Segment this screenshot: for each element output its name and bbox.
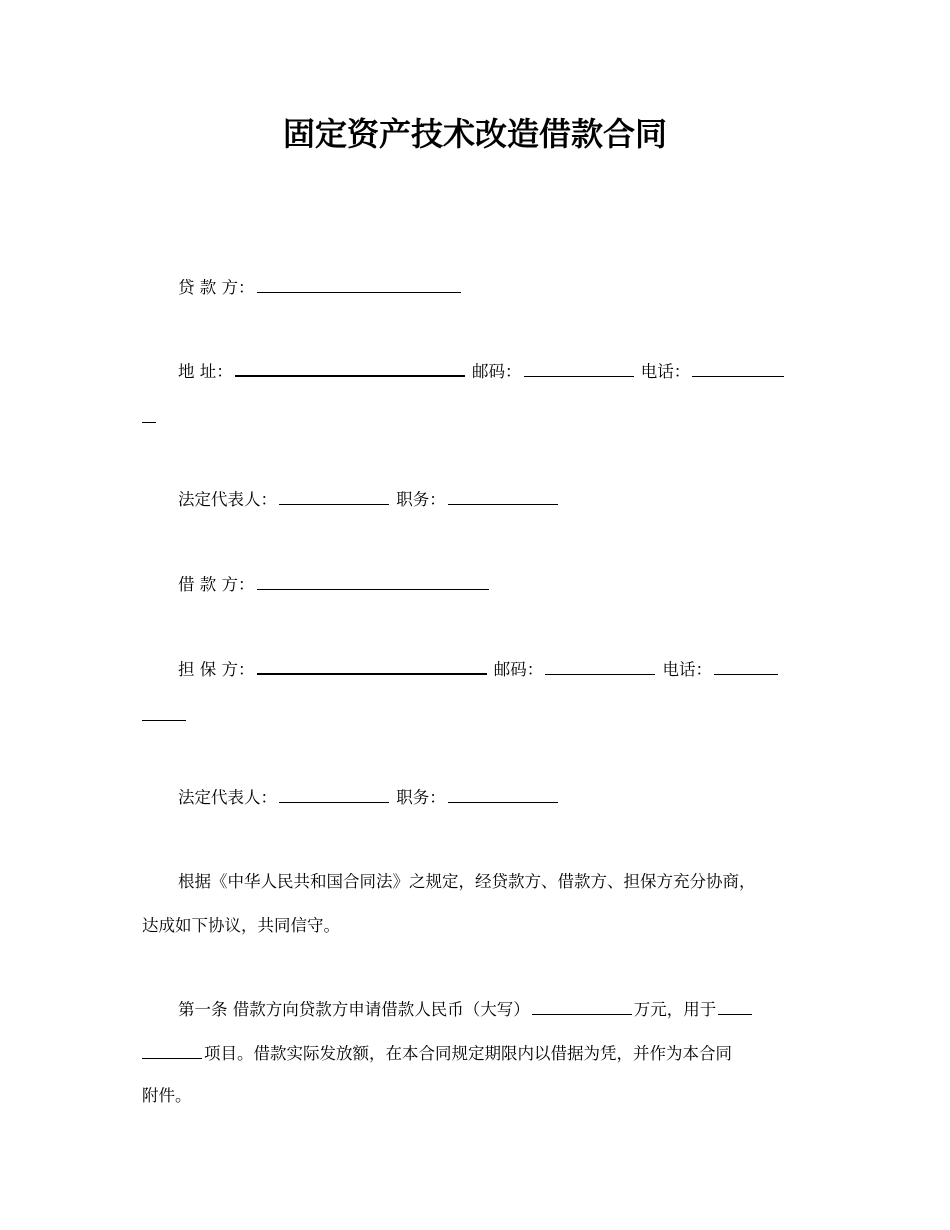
position-blank — [448, 490, 558, 505]
project-blank-cont — [142, 1044, 202, 1059]
guarantor-phone-blank — [714, 660, 778, 675]
guarantor-postcode-label: 邮码： — [493, 660, 544, 679]
lender-phone-continuation — [142, 406, 812, 430]
phone-blank — [692, 362, 784, 377]
guarantor-legal-rep-label: 法定代表人： — [178, 788, 277, 807]
article-1-text-a: 第一条 借款方向贷款方申请借款人民币（大写） — [178, 1000, 530, 1019]
article-1-line-3: 附件。 — [142, 1086, 192, 1105]
project-blank — [718, 1000, 752, 1015]
guarantor-phone-blank-cont — [142, 706, 186, 721]
borrower-label: 借 款 方： — [178, 575, 255, 594]
article-1-line-2 — [142, 1042, 812, 1066]
lender-blank — [257, 278, 461, 293]
lender-label: 贷 款 方： — [178, 278, 255, 297]
guarantor-position-blank — [448, 788, 558, 803]
lender-address-line — [142, 360, 848, 384]
guarantor-position-label: 职务： — [396, 788, 446, 807]
legal-rep-blank — [279, 490, 389, 505]
postcode-label: 邮码： — [472, 362, 522, 381]
guarantor-blank — [257, 659, 487, 675]
guarantor-postcode-blank — [545, 660, 655, 675]
amount-blank — [532, 1000, 632, 1015]
postcode-blank — [524, 362, 634, 377]
guarantor-legal-rep-blank — [279, 788, 389, 803]
lender-legal-rep-line — [142, 488, 848, 512]
address-blank — [235, 361, 465, 377]
borrower-line — [142, 573, 848, 597]
position-label: 职务： — [396, 490, 446, 509]
article-1-line-1 — [142, 998, 848, 1022]
guarantor-phone-label: 电话： — [662, 660, 712, 679]
guarantor-line — [142, 658, 848, 682]
preamble-line-2: 达成如下协议，共同信守。 — [142, 916, 340, 935]
address-label: 地 址： — [178, 362, 233, 381]
article-1-text-b: 万元，用于 — [633, 1000, 717, 1019]
legal-rep-label: 法定代表人： — [178, 490, 277, 509]
guarantor-legal-rep-line — [142, 786, 848, 810]
borrower-blank — [257, 575, 489, 590]
guarantor-phone-continuation — [142, 704, 812, 728]
preamble-line-1: 根据《中华人民共和国合同法》之规定，经贷款方、借款方、担保方充分协商， — [178, 872, 756, 891]
guarantor-label: 担 保 方： — [178, 660, 255, 679]
phone-blank-cont — [142, 408, 156, 423]
phone-label: 电话： — [640, 362, 691, 381]
article-1-text-c: 项目。借款实际发放额，在本合同规定期限内以借据为凭，并作为本合同 — [204, 1044, 732, 1063]
document-title: 固定资产技术改造借款合同 — [282, 115, 667, 153]
lender-line — [142, 276, 848, 300]
